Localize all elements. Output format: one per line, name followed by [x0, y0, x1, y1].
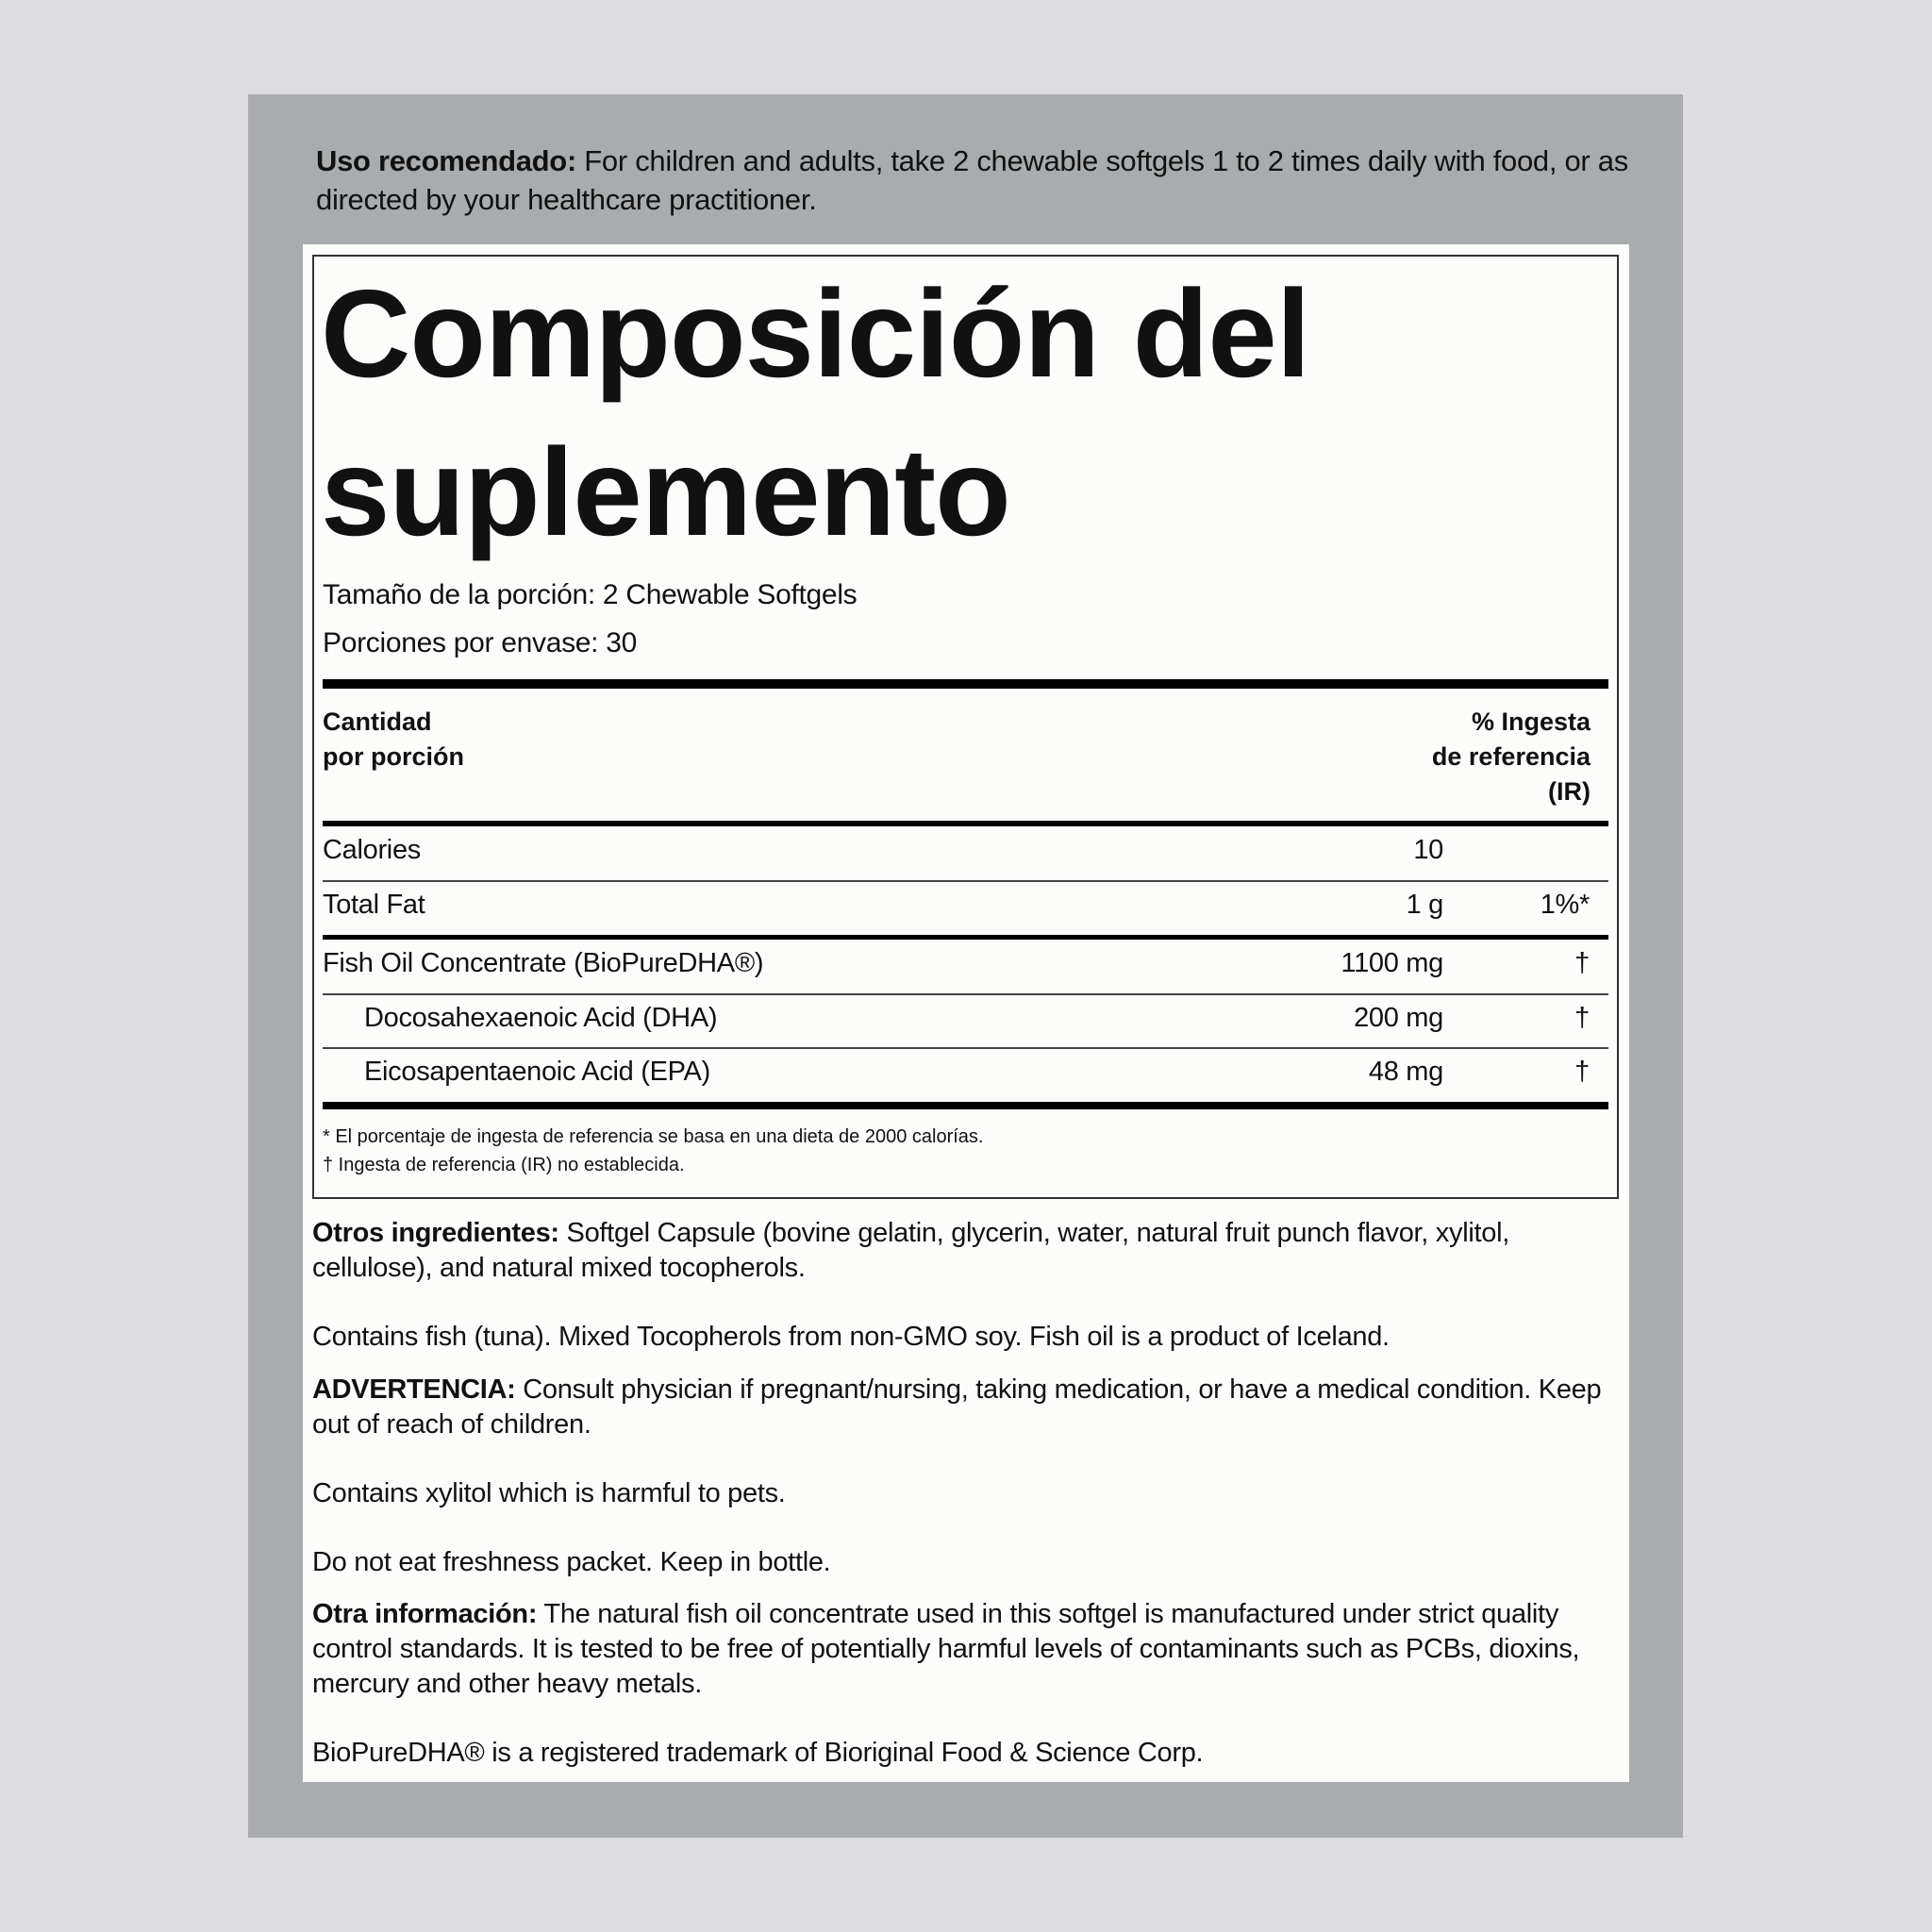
servings-per-container: Porciones por envase: 30 — [323, 627, 638, 658]
nutrient-amount: 48 mg — [1368, 1057, 1443, 1087]
row-divider — [323, 1047, 1608, 1049]
nutrient-dv: † — [1574, 948, 1590, 978]
nutrient-name: Eicosapentaenoic Acid (EPA) — [364, 1057, 710, 1087]
nutrient-name: Docosahexaenoic Acid (DHA) — [364, 1003, 718, 1033]
recommended-use-label: Uso recomendado: — [316, 144, 576, 177]
header-right-line3: (IR) — [1548, 777, 1591, 806]
serving-size: Tamaño de la porción: 2 Chewable Softgels — [323, 579, 858, 610]
row-divider — [323, 993, 1608, 995]
facts-title-line2: suplemento — [321, 423, 1010, 561]
facts-title-line1: Composición del — [321, 264, 1310, 403]
recommended-use-text: For children and adults, take 2 chewable softgels 1 to 2 times daily with food, or as directed by your healthcare practitioner. — [316, 144, 1628, 216]
nutrient-dv: † — [1574, 1057, 1590, 1087]
nutrient-name: Fish Oil Concentrate (BioPureDHA®) — [323, 948, 764, 978]
freshness-note: Do not eat freshness packet. Keep in bottle. — [312, 1547, 831, 1577]
warning-label: ADVERTENCIA: — [312, 1374, 516, 1405]
other-information — [312, 1597, 1614, 1702]
trademark-note: BioPureDHA® is a registered trademark of Bioriginal Food & Science Corp. — [312, 1738, 1204, 1768]
facts-title — [321, 255, 1604, 572]
xylitol-note: Contains xylitol which is harmful to pets. — [312, 1478, 786, 1508]
warning — [312, 1373, 1614, 1442]
thick-divider — [323, 679, 1608, 689]
nutrient-dv: † — [1574, 1003, 1590, 1033]
nutrient-name: Total Fat — [323, 890, 425, 920]
nutrient-amount: 1100 mg — [1341, 948, 1443, 978]
reference-intake-header — [1432, 705, 1591, 809]
footnote-dagger: † Ingesta de referencia (IR) no establecida. — [323, 1155, 685, 1175]
recommended-use — [316, 142, 1637, 219]
header-left-line2: por porción — [323, 742, 464, 771]
other-information-label: Otra información: — [312, 1599, 538, 1629]
bottom-thick-divider — [323, 1102, 1608, 1109]
nutrient-name: Calories — [323, 835, 421, 865]
contains-statement: Contains fish (tuna). Mixed Tocopherols from non-GMO soy. Fish oil is a product of Iceland. — [312, 1322, 1390, 1352]
other-ingredients-text: Softgel Capsule (bovine gelatin, glycerin, water, natural fruit punch flavor, xylitol, cellulose), and natural mixed tocopherols. — [312, 1218, 1509, 1283]
medium-divider — [323, 821, 1608, 826]
warning-text: Consult physician if pregnant/nursing, taking medication, or have a medical condition. Keep out of reach of children. — [312, 1374, 1602, 1440]
row-divider — [323, 880, 1608, 882]
nutrient-dv: 1%* — [1540, 890, 1590, 920]
header-left-line1: Cantidad — [323, 708, 432, 736]
amount-per-serving-header — [323, 705, 464, 774]
nutrient-amount: 10 — [1413, 835, 1443, 865]
nutrient-amount: 1 g — [1406, 890, 1443, 920]
nutrient-amount: 200 mg — [1354, 1003, 1443, 1033]
header-right-line2: de referencia — [1431, 742, 1591, 771]
header-right-line1: % Ingesta — [1471, 708, 1591, 736]
other-information-text: The natural fish oil concentrate used in this softgel is manufactured under strict quality control standards. It is tested to be free of potentially harmful levels of contaminants such as PCBs, dioxins, mercury and other heavy metals. — [312, 1599, 1580, 1699]
footnote-percent: * El porcentaje de ingesta de referencia se basa en una dieta de 2000 calorías. — [323, 1126, 984, 1147]
other-ingredients — [312, 1216, 1614, 1286]
section-divider — [323, 935, 1608, 940]
other-ingredients-label: Otros ingredientes: — [312, 1218, 559, 1248]
